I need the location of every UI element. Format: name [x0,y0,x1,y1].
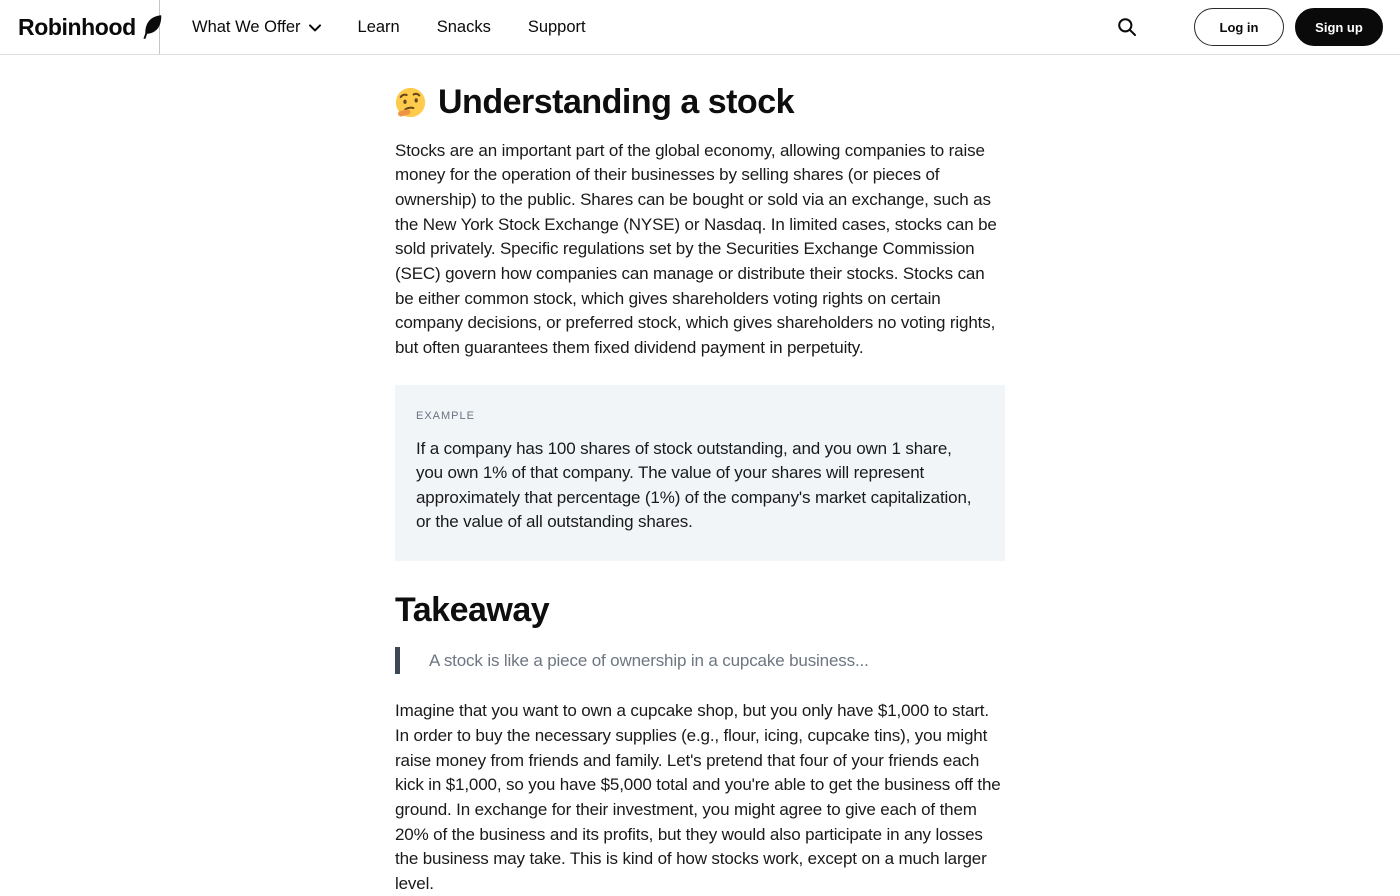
example-callout [395,385,1005,562]
robinhood-feather-icon [142,14,162,40]
nav-item-what-we-offer[interactable] [192,18,321,37]
example-label: EXAMPLE [416,409,475,422]
chevron-down-icon [309,24,321,32]
takeaway-heading: Takeaway [395,591,550,630]
signup-button[interactable]: Sign up [1295,8,1383,46]
nav-label: What We Offer [192,17,301,36]
search-icon[interactable] [1111,11,1143,43]
takeaway-paragraph: Imagine that you want to own a cupcake shop, but you only have $1,000 to start. In order to buy the necessary supplies (e.g., flour, icing, cupcake tins), you might raise money from friends and family. Let's pretend that four of your friends each kick in $1,000, so you have $5,000 total and you're able to get the business off the ground. In exchange for their investment, you might agree to give each of them 20% of the business and its profits, but they would also participate in any losses the business may take. This is kind of how stocks work, except on a much larger level. [395,701,1001,893]
nav-item-support[interactable] [528,18,586,37]
takeaway-quote: A stock is like a piece of ownership in a cupcake business... [395,647,1005,674]
nav-label: Support [527,17,586,36]
page-title [395,82,1005,123]
example-text: If a company has 100 shares of stock outstanding, and you own 1 share, you own 1% of that company. The value of your shares will represent approximately that percentage (1%) of the company's market capitalization, or the value of all outstanding shares. [416,438,972,532]
nav-item-snacks[interactable] [437,18,491,37]
nav-label: Learn [357,17,400,36]
robinhood-logo[interactable] [0,0,160,54]
top-nav-bar [0,0,1400,55]
main-nav [192,0,586,54]
header-actions [1111,0,1400,54]
thinking-face-emoji [395,87,426,118]
intro-paragraph: Stocks are an important part of the global economy, allowing companies to raise money for the operation of their businesses by selling shares (or pieces of ownership) to the public. Shares can be bought or sold via an exchange, such as the New York Stock Exchange (NYSE) or Nasdaq. In limited cases, stocks can be sold privately. Specific regulations set by the Securities Exchange Commission (SEC) govern how companies can manage or distribute their stocks. Stocks can be either common stock, which gives shareholders voting rights on certain company decisions, or preferred stock, which gives shareholders no voting rights, but often guarantees them fixed dividend payment in perpetuity. [395,140,997,357]
nav-item-learn[interactable] [358,18,400,37]
nav-label: Snacks [436,17,491,36]
login-button[interactable]: Log in [1194,8,1284,46]
robinhood-logo-text: Robinhood [18,13,136,40]
page-title-text: Understanding a stock [438,83,795,121]
article-content [395,55,1005,896]
